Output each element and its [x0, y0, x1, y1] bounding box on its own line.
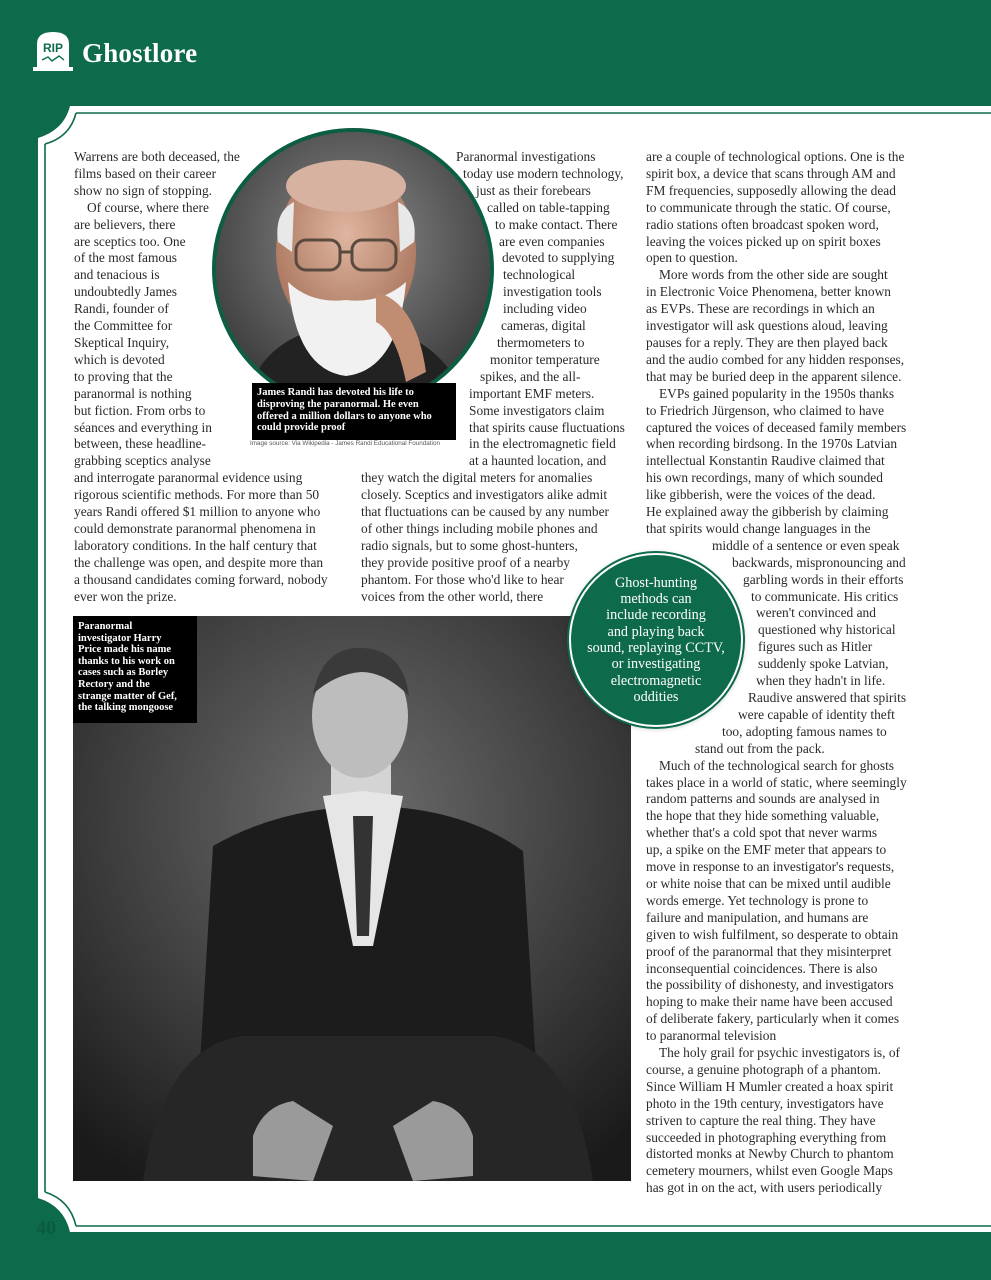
text-line: Skeptical Inquiry,	[74, 334, 170, 350]
text-line: technological	[503, 267, 576, 283]
text-line: Paranormal investigations	[456, 149, 596, 164]
text-line: are sceptics too. One	[74, 233, 186, 249]
text-line: films based on their career	[74, 165, 217, 181]
text-line: voices from the other world, there	[361, 588, 544, 604]
text-line: devoted to supplying	[502, 250, 615, 266]
text-line: radio stations often broadcast spoken word,	[646, 216, 879, 232]
text-line: leaving the voices picked up on spirit boxes	[646, 233, 881, 249]
text-line: More words from the other side are sought	[659, 267, 888, 283]
text-line: striven to capture the real thing. They have	[646, 1112, 876, 1128]
text-line: important EMF meters.	[469, 385, 595, 401]
text-line: garbling words in their efforts	[743, 571, 904, 587]
text-line: séances and everything in	[74, 419, 212, 435]
text-line: of deliberate fakery, particularly when it comes	[646, 1011, 900, 1027]
text-line: random patterns and sounds are analysed in	[646, 791, 880, 807]
text-line: could demonstrate paranormal phenomena in	[74, 520, 316, 536]
text-line: of the most famous	[74, 250, 178, 266]
pull-quote-line: or investigating	[611, 656, 701, 673]
text-line: FM frequencies, supposedly allowing the dead	[646, 182, 896, 198]
text-line: to communicate. His critics	[751, 588, 899, 604]
pull-quote-line: methods can	[620, 591, 692, 608]
text-line: words emerge. Yet technology is prone to	[646, 892, 869, 908]
text-line: they provide positive proof of a nearby	[361, 554, 570, 570]
text-line: Raudive answered that spirits	[748, 690, 907, 705]
text-line: in Electronic Voice Phenomena, better known	[646, 284, 891, 300]
text-line: Warrens are both deceased, the	[74, 149, 240, 164]
text-line: between, these headline-	[74, 436, 206, 452]
text-line: failure and manipulation, and humans are	[646, 909, 869, 925]
text-line: just as their forebears	[476, 182, 591, 198]
text-line: they watch the digital meters for anomalies	[361, 470, 593, 486]
text-line: Of course, where there	[87, 199, 209, 215]
text-line: to proving that the	[74, 368, 173, 384]
text-line: weren't convinced and	[756, 605, 876, 621]
text-line: the challenge was open, and despite more than	[74, 554, 324, 570]
text-line: proof of the paranormal that they misinterpret	[646, 943, 892, 959]
text-line: open to question.	[646, 250, 738, 266]
text-line: suddenly spoke Latvian,	[758, 656, 889, 672]
text-line: when recording birdsong. In the 1970s Latvian	[646, 436, 898, 452]
text-line: his own recordings, many of which sounded	[646, 470, 883, 486]
text-line: to paranormal television	[646, 1028, 777, 1044]
text-line: too, adopting famous names to	[722, 723, 887, 739]
caption-line: James Randi has devoted his life to	[257, 387, 414, 398]
text-line: the hope that they hide something valuable,	[646, 808, 880, 824]
text-line: that may be buried deep in the apparent silence.	[646, 368, 902, 384]
text-line: Much of the technological search for ghosts	[659, 757, 895, 773]
text-line: photo in the 19th century, investigators have	[646, 1095, 884, 1111]
text-line: that spirits would change languages in the	[646, 520, 871, 536]
caption-line: disproving the paranormal. He even	[257, 398, 419, 410]
harry-price-caption	[73, 616, 197, 723]
text-line: captured the voices of deceased family members	[646, 419, 907, 435]
text-line: and interrogate paranormal evidence using	[74, 470, 303, 486]
text-line: takes place in a world of static, where seemingly	[646, 774, 907, 790]
text-line: closely. Sceptics and investigators alike admit	[361, 487, 608, 503]
text-line: cemetery mourners, whilst even Google Maps	[646, 1163, 893, 1179]
text-line: show no sign of stopping.	[74, 182, 213, 198]
text-line: years Randi offered $1 million to anyone who	[74, 504, 321, 520]
pull-quote-line: sound, replaying CCTV,	[587, 640, 725, 656]
text-line: ever won the prize.	[74, 588, 177, 604]
text-line: that fluctuations can be caused by any number	[361, 504, 610, 520]
text-line: of other things including mobile phones and	[361, 520, 598, 536]
text-line: spirit box, a device that scans through AM and	[646, 165, 896, 181]
text-line: a thousand candidates coming forward, nobody	[74, 571, 328, 587]
tombstone-icon	[32, 30, 74, 72]
text-line: hoping to make their name have been accused	[646, 994, 893, 1010]
text-line: or white noise that can be mixed until audible	[646, 875, 891, 891]
text-line: succeeded in photographing everything from	[646, 1129, 887, 1145]
caption-line: could provide proof	[257, 422, 346, 434]
text-line: that spirits cause fluctuations	[469, 419, 625, 435]
text-line: like gibberish, were the voices of the dead.	[646, 487, 876, 503]
text-line: given to wish fulfilment, so desperate to obtain	[646, 926, 899, 942]
header-badge: RIP	[42, 41, 64, 55]
pull-quote-line: Ghost-hunting	[615, 574, 697, 591]
text-line: up, a spike on the EMF meter that appears to	[646, 842, 887, 858]
text-line: intellectual Konstantin Raudive claimed that	[646, 453, 885, 469]
caption-line: strange matter of Gef,	[78, 690, 177, 702]
text-line: are a couple of technological options. One is the	[646, 149, 905, 164]
text-line: middle of a sentence or even speak	[712, 537, 900, 553]
text-line: and the audio combed for any hidden responses,	[646, 351, 905, 367]
caption-line: cases such as Borley	[78, 667, 169, 679]
caption-line: the talking mongoose	[78, 702, 174, 714]
text-line: rigorous scientific methods. For more than 50	[74, 487, 320, 503]
text-line: laboratory conditions. In the half century that	[74, 537, 317, 553]
text-line: course, a genuine photograph of a phantom.	[646, 1061, 882, 1077]
page-number: 40	[36, 1217, 56, 1239]
text-line: EVPs gained popularity in the 1950s thanks	[659, 385, 895, 401]
text-line: cameras, digital	[501, 318, 586, 334]
text-line: backwards, mispronouncing and	[732, 554, 906, 570]
text-line: whether that's a cold spot that never warms	[646, 825, 878, 841]
text-line: as EVPs. These are recordings in which an	[646, 301, 875, 317]
text-line: are even companies	[499, 233, 605, 249]
text-line: radio signals, but to some ghost-hunters,	[361, 537, 578, 553]
text-line: were capable of identity theft	[738, 706, 895, 722]
text-line: Some investigators claim	[469, 402, 605, 418]
text-line: to make contact. There	[495, 216, 618, 232]
section-title: Ghostlore	[82, 38, 198, 68]
text-line: He explained away the gibberish by claiming	[646, 504, 889, 520]
text-line: are believers, there	[74, 216, 176, 232]
text-line: The holy grail for psychic investigators is, of	[659, 1045, 900, 1061]
text-line: called on table-tapping	[487, 199, 610, 215]
james-randi-photo	[212, 128, 494, 410]
text-line: Randi, founder of	[74, 301, 169, 317]
text-line: grabbing sceptics analyse	[74, 453, 211, 469]
text-line: and tenacious is	[74, 267, 160, 283]
caption-line: Price made his name	[78, 644, 172, 656]
pull-quote-line: oddities	[633, 688, 679, 705]
text-line: pauses for a reply. They are then played back	[646, 334, 888, 350]
text-line: today use modern technology,	[463, 165, 624, 181]
text-line: thermometers to	[497, 334, 585, 350]
text-line: when they hadn't in life.	[756, 673, 886, 689]
text-line: including video	[503, 301, 587, 317]
text-line: stand out from the pack.	[695, 740, 825, 756]
text-line: monitor temperature	[490, 351, 600, 367]
text-line: phantom. For those who'd like to hear	[361, 571, 564, 587]
pull-quote-line: electromagnetic	[610, 672, 702, 689]
text-line: paranormal is nothing	[74, 385, 192, 401]
text-line: which is devoted	[74, 351, 165, 367]
text-line: inconsequential coincidences. There is also	[646, 960, 878, 976]
text-line: to Friedrich Jürgenson, who claimed to have	[646, 402, 885, 418]
text-line: the Committee for	[74, 318, 173, 334]
text-line: distorted monks at Newby Church to phantom	[646, 1146, 894, 1162]
text-line: undoubtedly James	[74, 284, 178, 300]
image-source-credit: Image source: Via Wikipedia - James Randi Educational Foundation	[250, 440, 440, 447]
caption-line: offered a million dollars to anyone who	[257, 410, 432, 422]
text-line: has got in on the act, with users periodically	[646, 1180, 883, 1196]
caption-line: Rectory and the	[78, 678, 150, 690]
text-line: questioned why historical	[758, 622, 896, 638]
text-line: the possibility of dishonesty, and investigators	[646, 977, 894, 993]
text-line: investigator will ask questions aloud, leaving	[646, 318, 888, 334]
text-line: but fiction. From orbs to	[74, 402, 206, 418]
text-line: investigation tools	[503, 284, 602, 300]
caption-line: thanks to his work on	[78, 655, 175, 667]
caption-line: investigator Harry	[78, 632, 162, 644]
text-line: in the electromagnetic field	[469, 436, 616, 452]
text-line: to communicate through the static. Of course,	[646, 199, 891, 215]
pull-quote-line: and playing back	[607, 623, 705, 640]
text-line: at a haunted location, and	[469, 453, 607, 469]
text-line: Since William H Mumler created a hoax spirit	[646, 1078, 894, 1094]
randi-caption	[252, 383, 456, 440]
caption-line: Paranormal	[78, 621, 133, 632]
text-line: move in response to an investigator's requests,	[646, 859, 895, 875]
pull-quote	[571, 555, 741, 725]
text-line: figures such as Hitler	[758, 639, 873, 655]
text-line: spikes, and the all-	[480, 368, 581, 384]
pull-quote-line: include recording	[606, 607, 706, 624]
